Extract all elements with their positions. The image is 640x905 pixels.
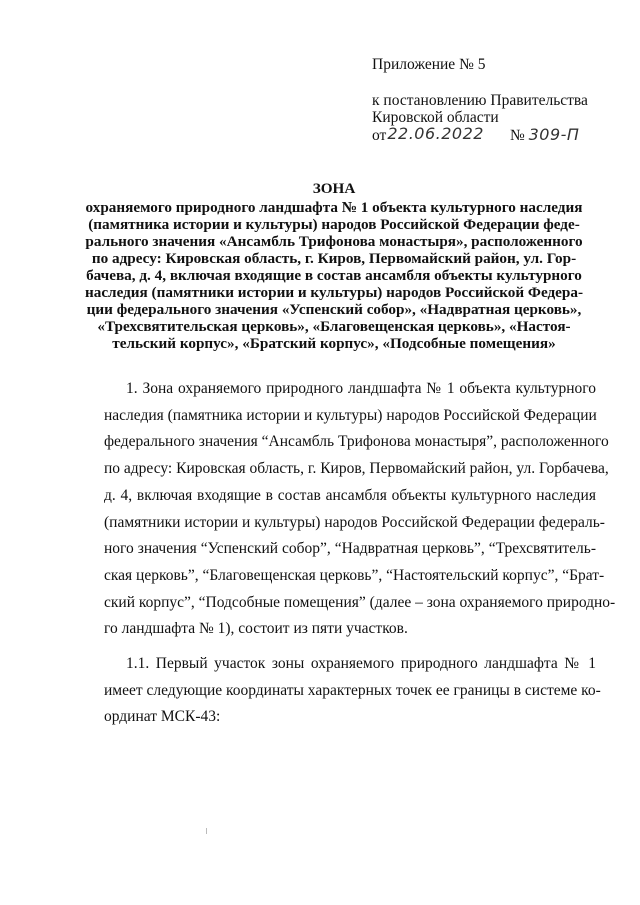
paragraph-line: ного значения “Успенский собор”, “Надвратная церковь”, “Трехсвятитель- <box>104 540 596 558</box>
title-line: (памятника истории и культуры) народов Российской Федерации феде- <box>88 216 580 233</box>
date-prefix: от <box>372 127 387 144</box>
paragraph-line: федерального значения “Ансамбль Трифонова монастыря”, расположенного <box>104 433 609 451</box>
document-title <box>72 180 596 352</box>
paragraph-line: 1. Зона охраняемого природного ландшафта № 1 объекта культурного <box>126 380 596 397</box>
paragraph-line: ская церковь”, “Благовещенская церковь”, “Настоятельский корпус”, “Брат- <box>104 566 605 584</box>
title-line: по адресу: Кировская область, г. Киров, Первомайский район, ул. Гор- <box>91 250 577 267</box>
title-line: ции федерального значения «Успенский собор», «Надвратная церковь», <box>86 301 582 318</box>
paragraph-line: д. 4, включая входящие в состав ансамбля объекты культурного наследия <box>104 486 596 504</box>
handwritten-date: 22.06.2022 <box>387 124 484 143</box>
appendix-number: Приложение № 5 <box>372 56 486 73</box>
paragraph-line: ординат МСК-43: <box>104 708 221 726</box>
paragraph-line: имеет следующие координаты характерных точек ее границы в системе ко- <box>104 681 601 699</box>
appendix-resolution-line: к постановлению Правительства <box>372 92 588 109</box>
handwritten-doc-number: 309-П <box>528 125 580 144</box>
number-prefix: № <box>509 127 525 144</box>
paragraph-line: го ландшафта № 1), состоит из пяти участков. <box>104 620 408 638</box>
title-line: бачева, д. 4, включая входящие в состав ансамбля объекты культурного <box>86 267 582 284</box>
document-body <box>104 376 616 731</box>
scan-speck <box>206 828 207 834</box>
appendix-block <box>372 56 612 144</box>
paragraph-line: по адресу: Кировская область, г. Киров, Первомайский район, ул. Горбачева, <box>104 460 609 478</box>
paragraph-line: наследия (памятника истории и культуры) народов Российской Федерации <box>104 406 597 424</box>
paragraph-line: 1.1. Первый участок зоны охраняемого природного ландшафта № 1 <box>126 655 596 673</box>
title-head: ЗОНА <box>312 180 356 197</box>
title-line: тельский корпус», «Братский корпус», «Подсобные помещения» <box>112 335 556 352</box>
title-line: рального значения «Ансамбль Трифонова монастыря», расположенного <box>85 233 583 250</box>
appendix-region-line: Кировской области <box>372 109 499 126</box>
title-line: наследия (памятники истории и культуры) народов Российской Федера- <box>84 284 584 301</box>
appendix-date-row <box>372 126 612 144</box>
title-line: охраняемого природного ландшафта № 1 объекта культурного наследия <box>85 199 583 216</box>
paragraph-line: (памятники истории и культуры) народов Российской Федерации федераль- <box>104 513 605 531</box>
title-line: «Трехсвятительская церковь», «Благовещенская церковь», «Настоя- <box>97 318 571 335</box>
paragraph-line: ский корпус”, “Подсобные помещения” (далее – зона охраняемого природно- <box>104 593 616 611</box>
